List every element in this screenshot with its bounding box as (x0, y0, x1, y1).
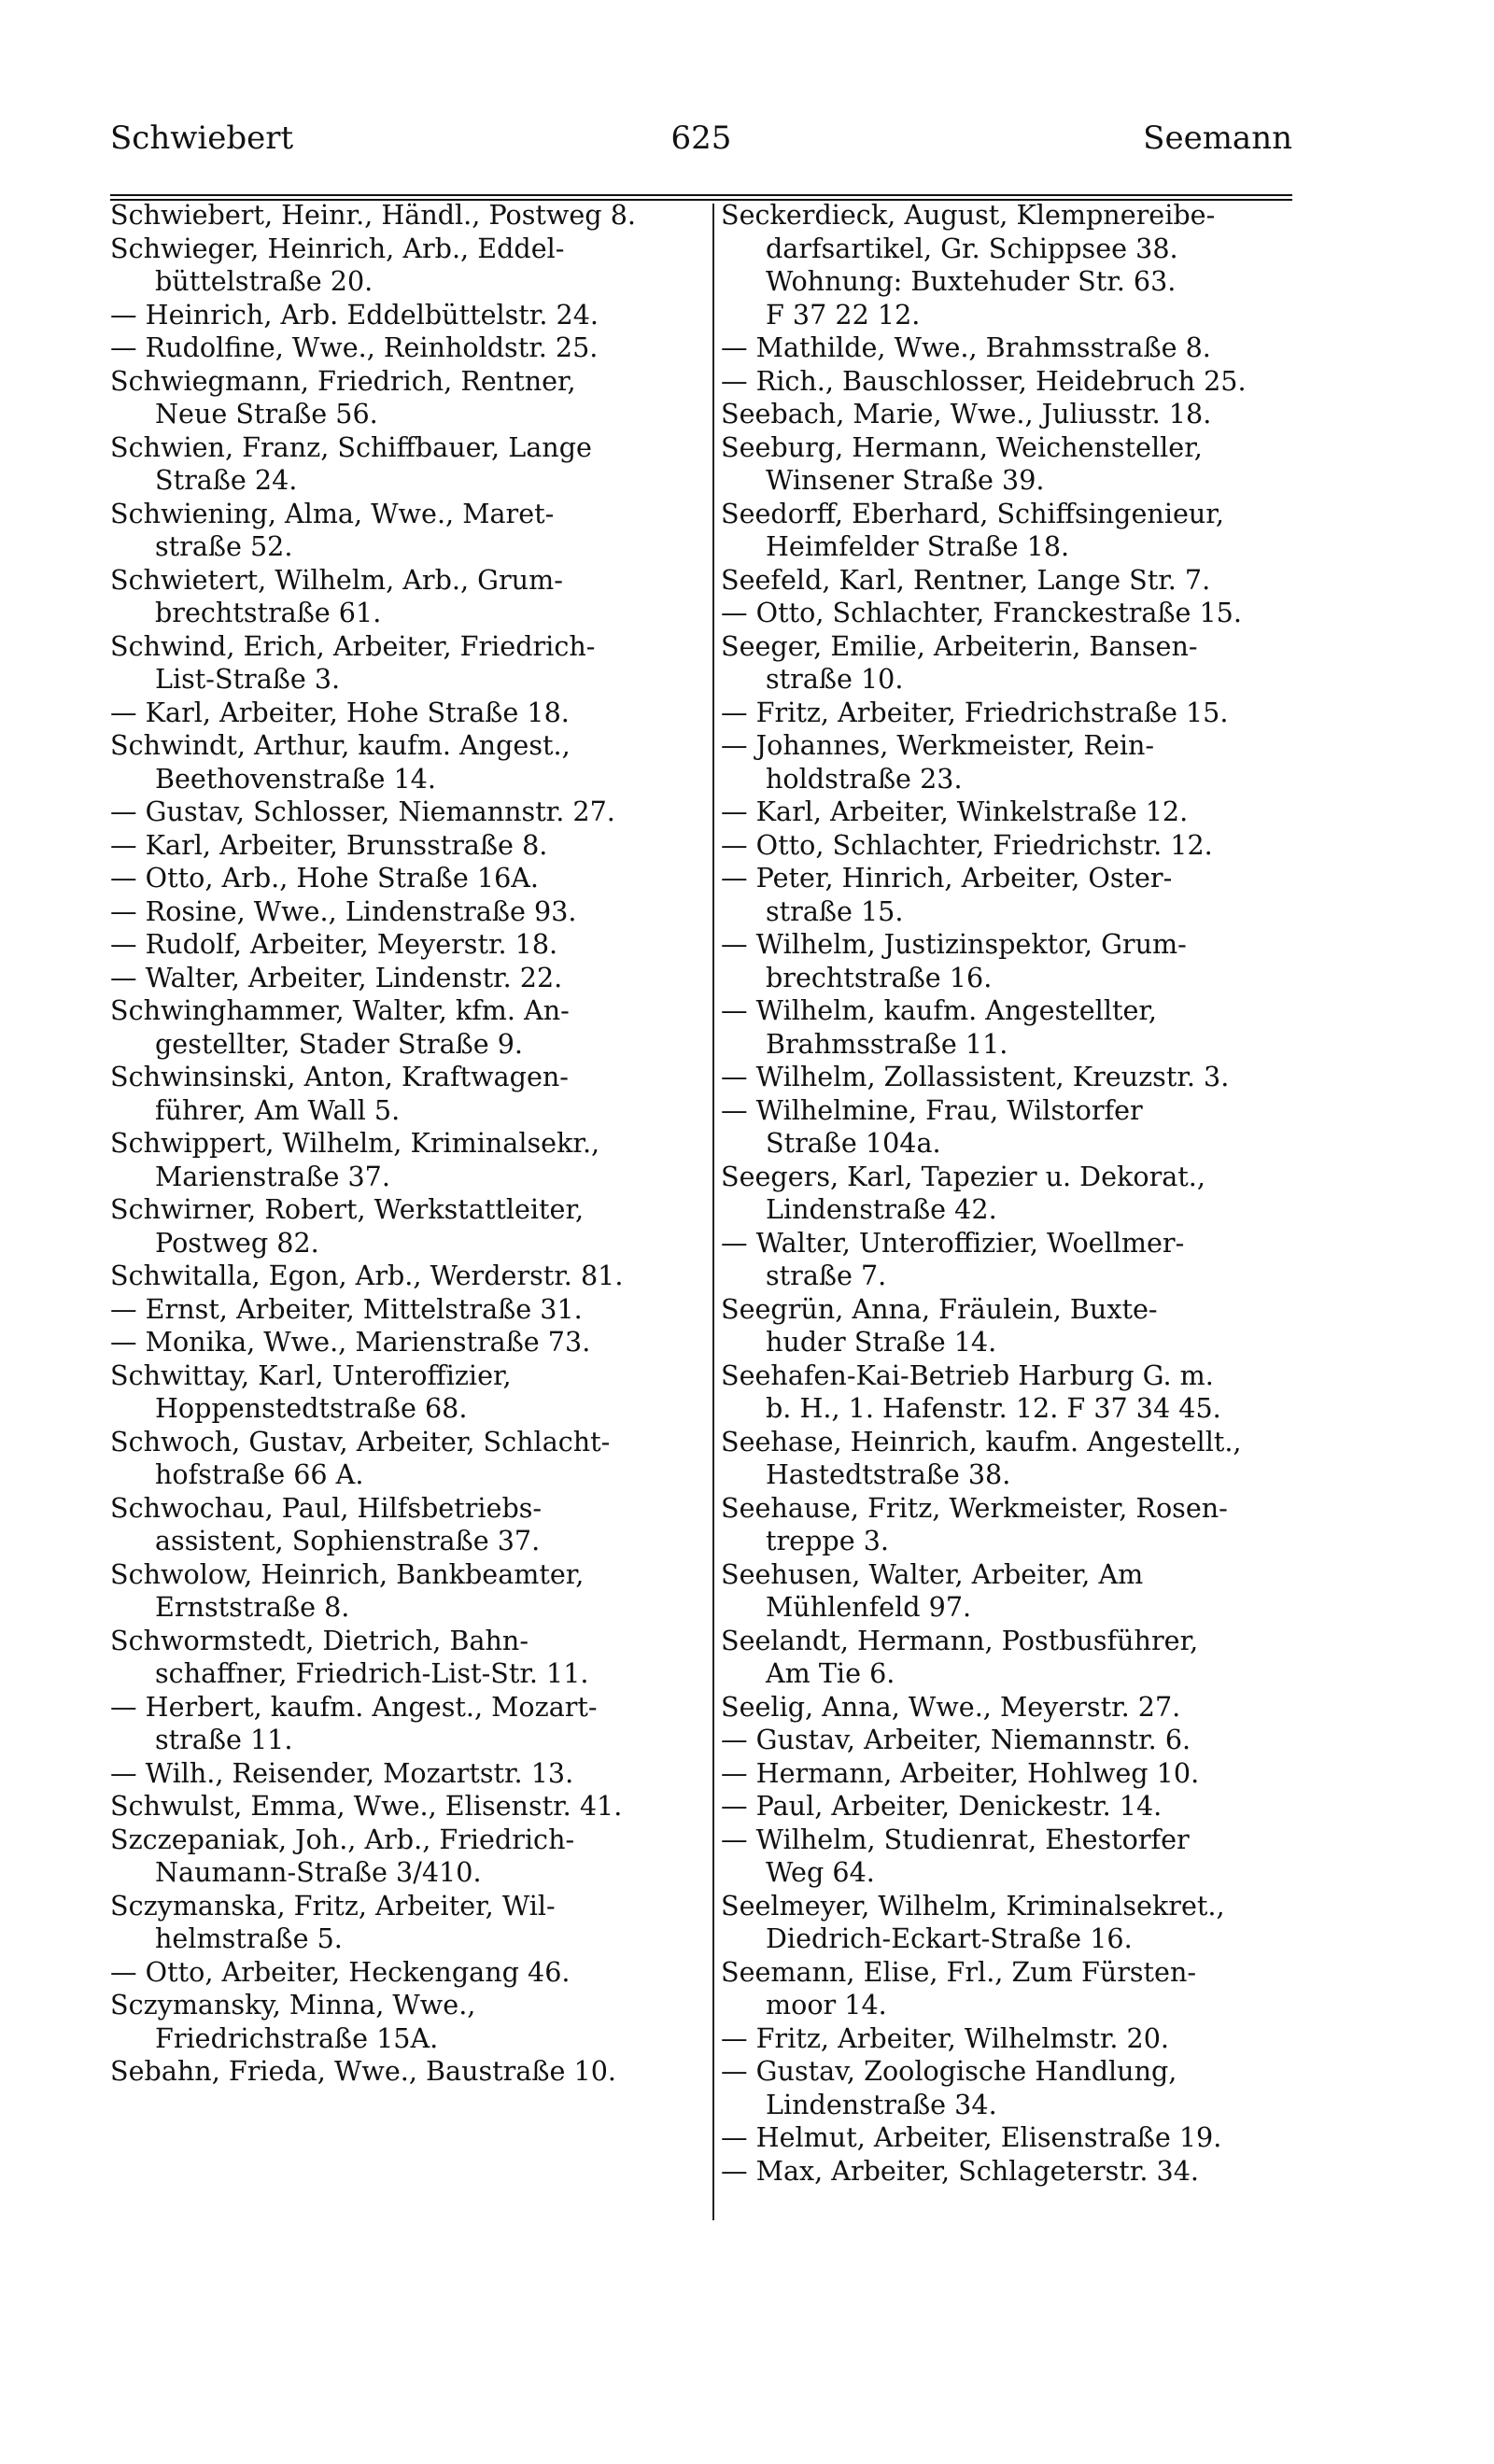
column-divider (712, 204, 714, 2220)
directory-entry: Seelig, Anna, Wwe., Meyerstr. 27. (721, 1690, 1181, 1723)
directory-entry: — Monika, Wwe., Marienstraße 73. (110, 1326, 591, 1358)
directory-entry: Schwirner, Robert, Werkstattleiter, Postweg 82. (110, 1193, 585, 1259)
directory-entry: Schwippert, Wilhelm, Kriminalsekr., Marienstraße 37. (110, 1127, 600, 1192)
header-first-name: Schwiebert (110, 120, 294, 157)
directory-entry: Sebahn, Frieda, Wwe., Baustraße 10. (110, 2055, 616, 2087)
directory-entry: Schwien, Franz, Schiffbauer, Lange Straße 24. (110, 430, 592, 496)
directory-entry: — Gustav, Schlosser, Niemannstr. 27. (110, 796, 615, 827)
header-last-name: Seemann (1143, 120, 1292, 157)
directory-entry: — Mathilde, Wwe., Brahmsstraße 8. (721, 331, 1211, 363)
directory-entry: Seehafen-Kai-Betrieb Harburg G. m. b. H., 1. Hafenstr. 12. F 37 34 45. (721, 1359, 1221, 1424)
directory-entry: — Walter, Unteroffizier, Woellmer- straße 7. (721, 1226, 1185, 1291)
directory-entry: — Hermann, Arbeiter, Hohlweg 10. (721, 1756, 1200, 1789)
directory-entry: Schwulst, Emma, Wwe., Elisenstr. 41. (110, 1790, 623, 1822)
header-rule (110, 194, 1292, 196)
directory-entry: — Heinrich, Arb. Eddelbüttelstr. 24. (110, 298, 599, 331)
directory-entry: — Karl, Arbeiter, Hohe Straße 18. (110, 696, 570, 728)
left-column (110, 199, 700, 2089)
directory-entry: Schwittay, Karl, Unteroffizier, Hoppenstedtstraße 68. (110, 1359, 512, 1424)
directory-entry: Schwormstedt, Dietrich, Bahn- schaffner, Friedrich-List-Str. 11. (110, 1624, 589, 1689)
directory-entry: — Ernst, Arbeiter, Mittelstraße 31. (110, 1292, 583, 1325)
directory-entry: — Wilhelm, Zollassistent, Kreuzstr. 3. (721, 1061, 1230, 1092)
directory-entry: Seefeld, Karl, Rentner, Lange Str. 7. (721, 563, 1211, 596)
directory-entry: — Johannes, Werkmeister, Rein- holdstraße 23. (721, 729, 1155, 795)
directory-entry: Schwindt, Arthur, kaufm. Angest., Beethovenstraße 14. (110, 729, 571, 795)
directory-entry: Schwolow, Heinrich, Bankbeamter, Ernststraße 8. (110, 1557, 585, 1623)
directory-entry: — Wilh., Reisender, Mozartstr. 13. (110, 1756, 574, 1789)
directory-entry: Sczymanska, Fritz, Arbeiter, Wil- helmstraße 5. (110, 1889, 556, 1954)
directory-entry: — Wilhelm, Justizinspektor, Grum- brechtstraße 16. (721, 928, 1187, 993)
directory-entry: — Wilhelmine, Frau, Wilstorfer Straße 104a. (721, 1093, 1143, 1159)
directory-entry: Schwoch, Gustav, Arbeiter, Schlacht- hofstraße 66 A. (110, 1425, 611, 1490)
directory-entry: Schwinghammer, Walter, kfm. An- gestellter, Stader Straße 9. (110, 994, 570, 1060)
directory-entry: Schwieger, Heinrich, Arb., Eddel- büttelstraße 20. (110, 232, 565, 297)
directory-entry: — Karl, Arbeiter, Brunsstraße 8. (110, 828, 548, 861)
directory-entry: Seedorff, Eberhard, Schiffsingenieur, Heimfelder Straße 18. (721, 497, 1224, 562)
directory-entry: Schwinsinski, Anton, Kraftwagen- führer, Am Wall 5. (110, 1061, 569, 1126)
directory-entry: — Karl, Arbeiter, Winkelstraße 12. (721, 796, 1189, 827)
directory-entry: Seegrün, Anna, Fräulein, Buxte- huder Straße 14. (721, 1292, 1158, 1358)
directory-entry: — Walter, Arbeiter, Lindenstr. 22. (110, 961, 563, 993)
directory-entry: — Paul, Arbeiter, Denickestr. 14. (721, 1790, 1163, 1822)
directory-entry: Seeburg, Hermann, Weichensteller, Winsener Straße 39. (721, 430, 1203, 496)
directory-entry: — Peter, Hinrich, Arbeiter, Oster- straße 15. (721, 862, 1173, 927)
directory-entry: — Rudolfine, Wwe., Reinholdstr. 25. (110, 331, 599, 363)
directory-entry: — Wilhelm, kaufm. Angestellter, Brahmsstraße 11. (721, 994, 1157, 1060)
right-column (721, 199, 1311, 2188)
directory-entry: — Fritz, Arbeiter, Friedrichstraße 15. (721, 696, 1229, 728)
directory-entry: — Max, Arbeiter, Schlageterstr. 34. (721, 2154, 1199, 2187)
directory-entry: Schwind, Erich, Arbeiter, Friedrich- List-Straße 3. (110, 629, 596, 695)
directory-entry: — Otto, Arbeiter, Heckengang 46. (110, 1955, 571, 1988)
directory-entry: Seelmeyer, Wilhelm, Kriminalsekret., Diedrich-Eckart-Straße 16. (721, 1889, 1225, 1954)
directory-entry: Szczepaniak, Joh., Arb., Friedrich- Naumann-Straße 3/410. (110, 1823, 575, 1888)
directory-entry: — Wilhelm, Studienrat, Ehestorfer Weg 64. (721, 1823, 1190, 1888)
directory-entry: Seehusen, Walter, Arbeiter, Am Mühlenfeld 97. (721, 1557, 1144, 1623)
directory-entry: Schwiening, Alma, Wwe., Maret- straße 52. (110, 497, 555, 562)
directory-entry: Schwochau, Paul, Hilfsbetriebs- assistent, Sophienstraße 37. (110, 1491, 543, 1556)
directory-entry: Seehase, Heinrich, kaufm. Angestellt., Hastedtstraße 38. (721, 1425, 1242, 1490)
directory-entry: Sczymansky, Minna, Wwe., Friedrichstraße 15A. (110, 1989, 476, 2054)
directory-entry: — Rosine, Wwe., Lindenstraße 93. (110, 894, 577, 927)
directory-entry: — Herbert, kaufm. Angest., Mozart- straße 11. (110, 1690, 598, 1755)
directory-entry: — Gustav, Arbeiter, Niemannstr. 6. (721, 1724, 1191, 1755)
running-header (110, 110, 1292, 166)
directory-entry: Seebach, Marie, Wwe., Juliusstr. 18. (721, 398, 1212, 429)
directory-entry: Seelandt, Hermann, Postbusführer, Am Tie 6. (721, 1624, 1199, 1689)
directory-entry: Schwiegmann, Friedrich, Rentner, Neue Straße 56. (110, 364, 576, 429)
page-number: 625 (670, 120, 732, 157)
directory-entry: Schwietert, Wilhelm, Arb., Grum- brechtstraße 61. (110, 563, 563, 628)
directory-entry: Schwitalla, Egon, Arb., Werderstr. 81. (110, 1260, 624, 1291)
directory-entry: — Otto, Schlachter, Franckestraße 15. (721, 597, 1242, 628)
directory-entry: — Fritz, Arbeiter, Wilhelmstr. 20. (721, 2021, 1169, 2054)
directory-entry: — Rudolf, Arbeiter, Meyerstr. 18. (110, 928, 558, 960)
directory-entry: — Otto, Schlachter, Friedrichstr. 12. (721, 828, 1213, 861)
directory-entry: — Otto, Arb., Hohe Straße 16A. (110, 862, 539, 894)
directory-entry: Seckerdieck, August, Klempnereibe- darfsartikel, Gr. Schippsee 38. Wohnung: Buxtehuder Str. 63. F 37 22 12. (721, 199, 1216, 331)
directory-entry: — Helmut, Arbeiter, Elisenstraße 19. (721, 2121, 1222, 2153)
directory-entry: — Rich., Bauschlosser, Heidebruch 25. (721, 364, 1247, 397)
directory-entry: Seehause, Fritz, Werkmeister, Rosen- treppe 3. (721, 1491, 1228, 1556)
directory-entry: — Gustav, Zoologische Handlung, Lindenstraße 34. (721, 2055, 1177, 2120)
directory-entry: Seemann, Elise, Frl., Zum Fürsten- moor 14. (721, 1955, 1197, 2020)
directory-entry: Seegers, Karl, Tapezier u. Dekorat., Lindenstraße 42. (721, 1160, 1205, 1225)
directory-entry: Schwiebert, Heinr., Händl., Postweg 8. (110, 199, 636, 231)
directory-entry: Seeger, Emilie, Arbeiterin, Bansen- straße 10. (721, 629, 1198, 695)
